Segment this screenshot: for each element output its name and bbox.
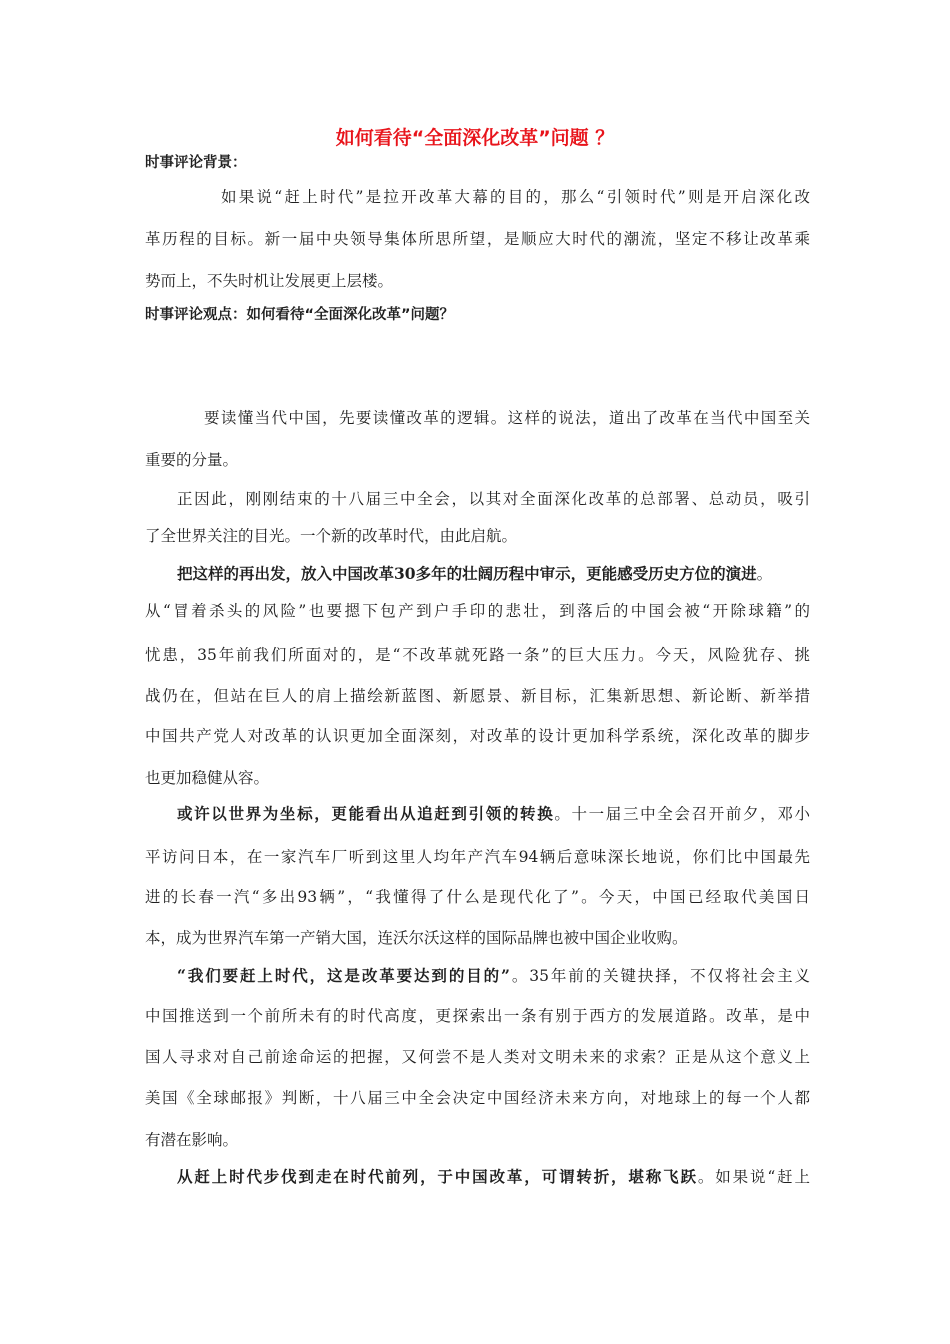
paragraph-4-bold-lead: 或许以世界为坐标，更能看出从追赶到引领的转换 bbox=[177, 804, 555, 823]
paragraph-5-bold-lead: “我们要赶上时代，这是改革要达到的目的” bbox=[177, 966, 510, 985]
paragraph-3-line-1: 从“冒着杀头的风险”也要摁下包产到户手印的悲壮，到落后的中国会被“开除球籍”的 bbox=[145, 602, 810, 620]
background-line-3: 势而上，不失时机让发展更上层楼。 bbox=[145, 272, 394, 290]
background-line-1: 如果说“赶上时代”是拉开改革大幕的目的，那么“引领时代”则是开启深化改 bbox=[221, 188, 810, 206]
paragraph-3-line-2: 忧患，35年前我们所面对的，是“不改革就死路一条”的巨大压力。今天，风险犹存、挑 bbox=[145, 646, 810, 664]
paragraph-2-line-1: 正因此，刚刚结束的十八届三中全会，以其对全面深化改革的总部署、总动员，吸引 bbox=[177, 490, 810, 508]
paragraph-1-line-1: 要读懂当代中国，先要读懂改革的逻辑。这样的说法，道出了改革在当代中国至关 bbox=[204, 409, 810, 427]
paragraph-4-lead-rest: 。十一届三中全会召开前夕，邓小 bbox=[554, 805, 810, 823]
paragraph-5-line-2: 国人寻求对自己前途命运的把握，又何尝不是人类对文明未来的求索？正是从这个意义上 bbox=[145, 1048, 810, 1066]
paragraph-3-line-4: 中国共产党人对改革的认识更加全面深刻，对改革的设计更加科学系统，深化改革的脚步 bbox=[145, 727, 810, 745]
paragraph-5-lead bbox=[177, 965, 810, 987]
viewpoint-heading: 时事评论观点：如何看待“全面深化改革”问题？ bbox=[145, 307, 455, 323]
paragraph-5-line-4: 有潜在影响。 bbox=[145, 1131, 239, 1149]
paragraph-5-line-3: 美国《全球邮报》判断，十八届三中全会决定中国经济未来方向，对地球上的每一个人都 bbox=[145, 1089, 810, 1107]
paragraph-6-lead bbox=[177, 1166, 810, 1188]
paragraph-6-bold-lead: 从赶上时代步伐到走在时代前列，于中国改革，可谓转折，堪称飞跃 bbox=[177, 1167, 698, 1186]
paragraph-4-lead bbox=[177, 803, 810, 825]
paragraph-3-lead-end: 。 bbox=[756, 565, 773, 583]
paragraph-3-line-3: 战仍在，但站在巨人的肩上描绘新蓝图、新愿景、新目标，汇集新思想、新论断、新举措 bbox=[145, 687, 810, 705]
paragraph-1-line-2: 重要的分量。 bbox=[145, 451, 239, 469]
paragraph-4-line-3: 本，成为世界汽车第一产销大国，连沃尔沃这样的国际品牌也被中国企业收购。 bbox=[145, 929, 688, 947]
paragraph-4-line-1: 平访问日本，在一家汽车厂听到这里人均年产汽车94辆后意味深长地说，你们比中国最先 bbox=[145, 848, 810, 866]
paragraph-5-line-1: 中国推送到一个前所未有的时代高度，更探索出一条有别于西方的发展道路。改革，是中 bbox=[145, 1007, 810, 1025]
paragraph-3-line-5: 也更加稳健从容。 bbox=[145, 769, 270, 787]
background-line-2: 革历程的目标。新一届中央领导集体所思所望，是顺应大时代的潮流，坚定不移让改革乘 bbox=[145, 230, 810, 248]
paragraph-6-lead-rest: 。如果说“赶上 bbox=[697, 1168, 810, 1186]
paragraph-2-line-2: 了全世界关注的目光。一个新的改革时代，由此启航。 bbox=[145, 527, 518, 545]
paragraph-5-lead-rest: 。35年前的关键抉择，不仅将社会主义 bbox=[509, 967, 810, 985]
page-title: 如何看待“全面深化改革”问题 ？ bbox=[335, 127, 615, 149]
paragraph-4-line-2: 进的长春一汽“多出93辆”，“我懂得了什么是现代化了”。今天，中国已经取代美国日 bbox=[145, 888, 810, 906]
paragraph-3-bold-lead: 把这样的再出发，放入中国改革30多年的壮阔历程中审示，更能感受历史方位的演进 bbox=[177, 564, 757, 583]
background-heading: 时事评论背景： bbox=[145, 155, 247, 171]
paragraph-3-lead bbox=[177, 563, 817, 585]
